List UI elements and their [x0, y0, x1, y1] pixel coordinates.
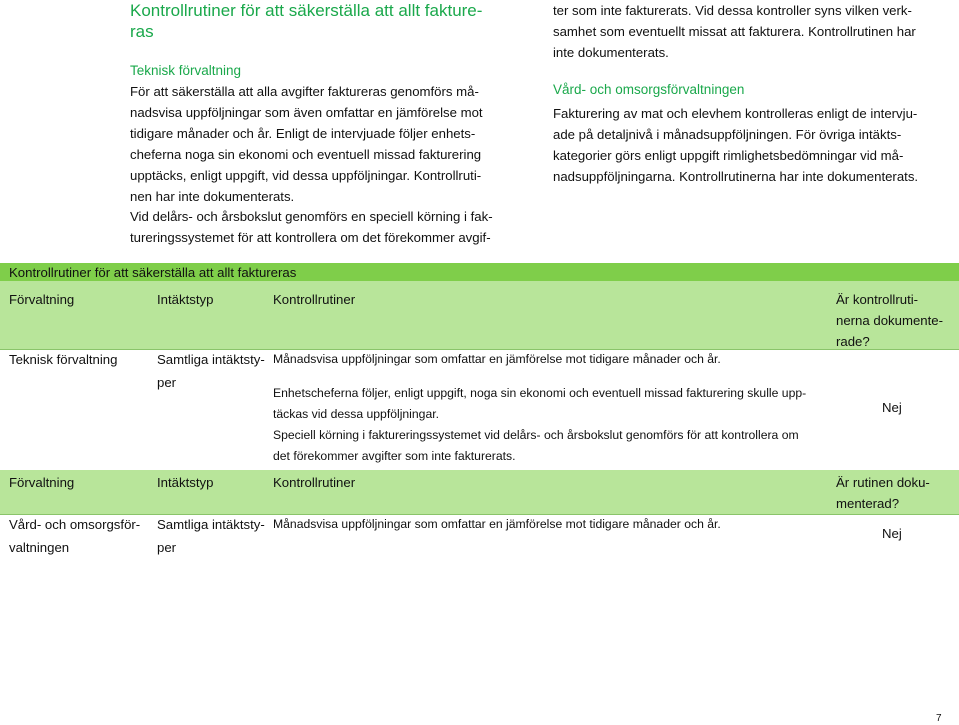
continuation-paragraph — [553, 0, 953, 63]
delars-paragraph — [130, 206, 520, 248]
paragraph-line: ter som inte fakturerats. Vid dessa kontroller syns vilken verk- — [553, 3, 912, 18]
paragraph-line: För att säkerställa att alla avgifter faktureras genomförs må- — [130, 84, 479, 99]
paragraph-line: Fakturering av mat och elevhem kontrolleras enligt de intervju- — [553, 106, 918, 121]
table-caption-text: Kontrollrutiner för att säkerställa att allt faktureras — [9, 265, 297, 280]
col-header-dokumenterade — [836, 289, 956, 352]
paragraph-line: inte dokumenterats. — [553, 45, 669, 60]
table-caption — [0, 263, 959, 281]
cell-rutin-1 — [273, 349, 833, 370]
header-line: Är kontrollruti- — [836, 292, 919, 307]
cell-line: täckas vid dessa uppföljningar. — [273, 407, 439, 421]
cell-rutin-2 — [273, 383, 833, 425]
cell-forvaltning — [9, 514, 154, 558]
col-header-intaktstyp: Intäktstyp — [157, 475, 214, 490]
paragraph-line: Vid delårs- och årsbokslut genomförs en speciell körning i fak- — [130, 209, 493, 224]
paragraph-line: cheferna noga sin ekonomi och eventuell missad fakturering — [130, 147, 482, 162]
cell-line: Samtliga intäktsty- — [157, 517, 265, 532]
paragraph-line: samhet som eventuellt missat att fakturera. Kontrollrutinen har — [553, 24, 916, 39]
paragraph-line: nadsvisa uppföljningar som även omfattar en jämförelse mot — [130, 105, 483, 120]
paragraph-line: nadsuppföljningarna. Kontrollrutinerna har inte dokumenterats. — [553, 169, 919, 184]
page-number: 7 — [936, 713, 942, 724]
header-line: Är rutinen doku- — [836, 475, 930, 490]
cell-line: Månadsvisa uppföljningar som omfattar en jämförelse mot tidigare månader och år. — [273, 352, 721, 366]
section-title-line-1: Kontrollrutiner för att säkerställa att allt fakture- — [130, 1, 483, 20]
cell-intaktstyp — [157, 514, 267, 558]
cell-line: det förekommer avgifter som inte fakturerats. — [273, 449, 516, 463]
cell-answer: Nej — [882, 526, 902, 541]
teknisk-paragraph — [130, 81, 520, 207]
cell-rutin: Månadsvisa uppföljningar som omfattar en jämförelse mot tidigare månader och år. — [273, 517, 721, 531]
cell-forvaltning: Teknisk förvaltning — [9, 352, 118, 367]
section-title — [130, 0, 510, 42]
cell-answer: Nej — [882, 400, 902, 415]
cell-line: Enhetscheferna följer, enligt uppgift, noga sin ekonomi och eventuell missad fakturering skulle upp- — [273, 386, 807, 400]
col-header-forvaltning: Förvaltning — [9, 292, 75, 307]
header-line: nerna dokumente- — [836, 313, 944, 328]
col-header-kontrollrutiner: Kontrollrutiner — [273, 292, 356, 307]
teknisk-heading: Teknisk förvaltning — [130, 63, 242, 78]
paragraph-line: ade på detaljnivå i månadsuppföljningen. För övriga intäkts- — [553, 127, 902, 142]
paragraph-line: tidigare månader och år. Enligt de intervjuade följer enhets- — [130, 126, 476, 141]
header-line: rade? — [836, 334, 870, 349]
col-header-kontrollrutiner: Kontrollrutiner — [273, 475, 356, 490]
cell-line: Vård- och omsorgsför- — [9, 517, 141, 532]
table-header-row — [0, 470, 959, 514]
paragraph-line: nen har inte dokumenterats. — [130, 189, 295, 204]
cell-line: per — [157, 540, 177, 555]
cell-rutin-3 — [273, 425, 833, 467]
col-header-dokumenterad — [836, 472, 956, 514]
cell-line: valtningen — [9, 540, 70, 555]
section-title-line-2: ras — [130, 22, 154, 41]
paragraph-line: kategorier görs enligt uppgift rimlighetsbedömningar vid må- — [553, 148, 904, 163]
cell-line: Samtliga intäktsty- — [157, 352, 265, 367]
paragraph-line: upptäcks, enligt uppgift, vid dessa uppföljningar. Kontrollruti- — [130, 168, 482, 183]
cell-line: per — [157, 375, 177, 390]
vard-heading: Vård- och omsorgsförvaltningen — [553, 82, 745, 97]
cell-intaktstyp — [157, 349, 267, 393]
vard-paragraph — [553, 103, 953, 187]
header-line: menterad? — [836, 496, 900, 511]
col-header-forvaltning: Förvaltning — [9, 475, 75, 490]
paragraph-line: tureringssystemet för att kontrollera om det förekommer avgif- — [130, 230, 491, 245]
cell-line: Speciell körning i faktureringssystemet vid delårs- och årsbokslut genomförs för att kontrollera om — [273, 428, 799, 442]
col-header-intaktstyp: Intäktstyp — [157, 292, 214, 307]
table-header-row — [0, 281, 959, 349]
